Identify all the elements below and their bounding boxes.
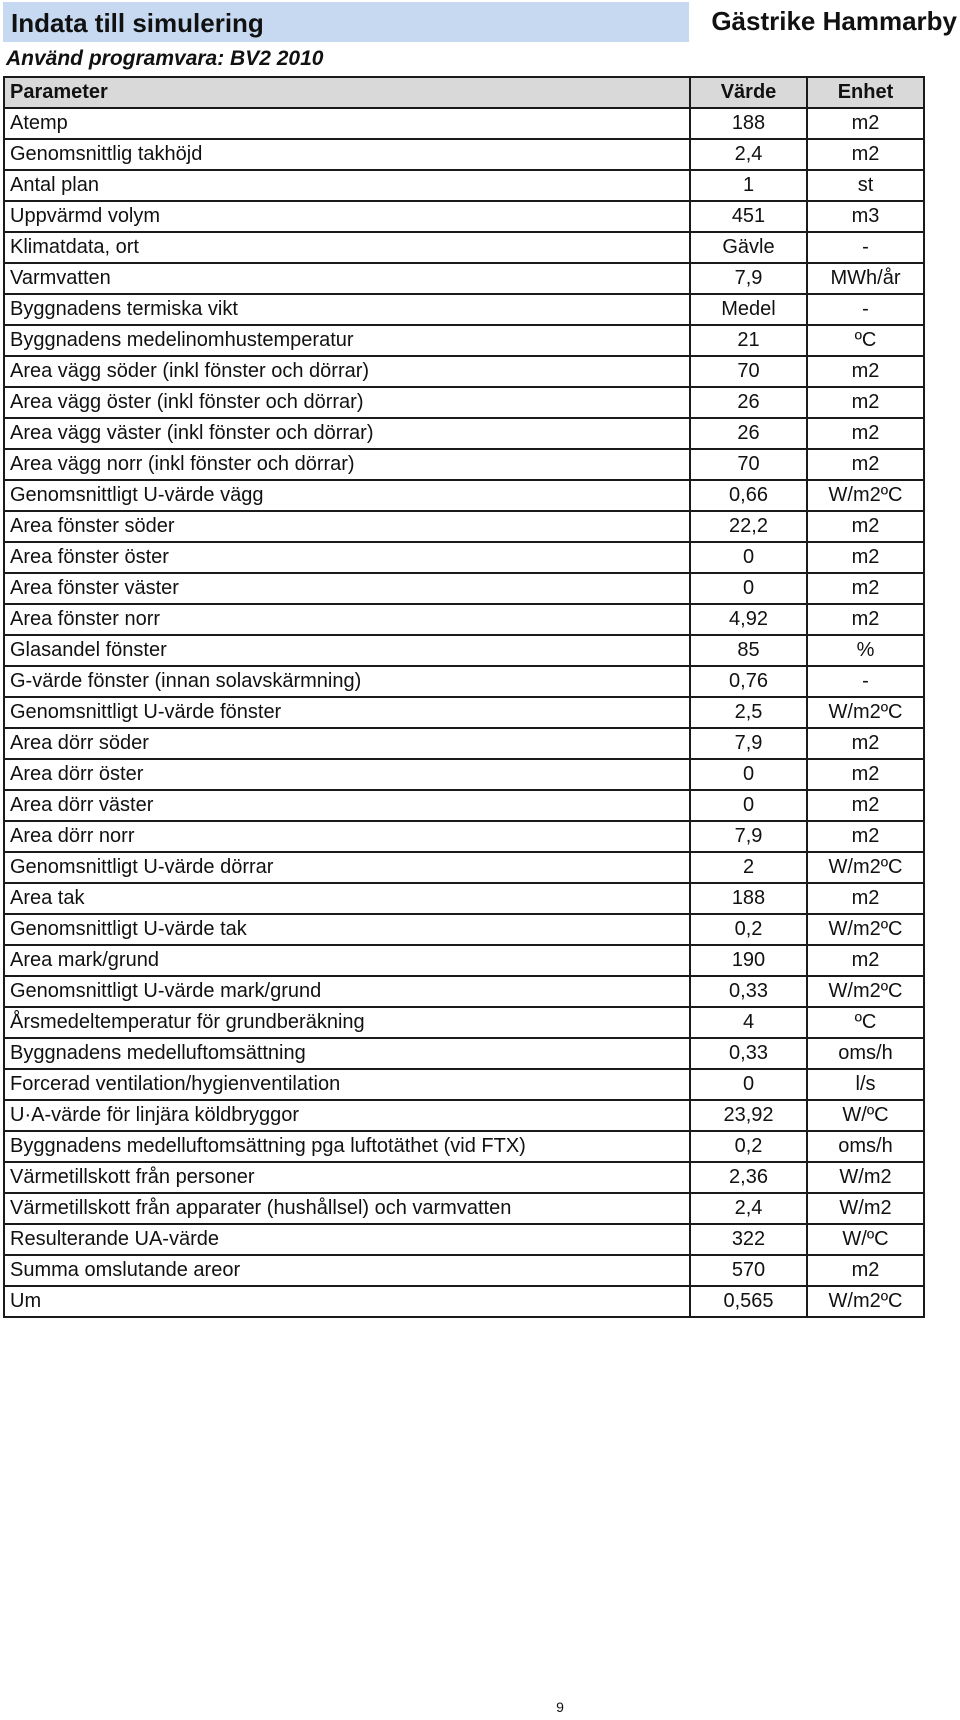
parameter-cell: Glasandel fönster [4, 635, 690, 666]
table-row [4, 511, 924, 542]
parameter-cell: Byggnadens medelluftomsättning pga luftotäthet (vid FTX) [4, 1131, 690, 1162]
unit-cell: W/m2ºC [807, 480, 924, 511]
value-cell: 322 [690, 1224, 807, 1255]
table-row [4, 1007, 924, 1038]
parameter-cell: Area vägg norr (inkl fönster och dörrar) [4, 449, 690, 480]
table-row [4, 170, 924, 201]
table-row [4, 1224, 924, 1255]
unit-cell: m2 [807, 604, 924, 635]
value-cell: 0,76 [690, 666, 807, 697]
table-row [4, 697, 924, 728]
table-row [4, 1038, 924, 1069]
unit-cell: W/m2 [807, 1193, 924, 1224]
unit-cell: m2 [807, 356, 924, 387]
table-row [4, 1069, 924, 1100]
unit-cell: m2 [807, 728, 924, 759]
table-row [4, 1162, 924, 1193]
value-cell: 188 [690, 883, 807, 914]
value-cell: 2 [690, 852, 807, 883]
value-cell: 0,33 [690, 1038, 807, 1069]
table-row [4, 914, 924, 945]
unit-cell: m2 [807, 790, 924, 821]
table-row [4, 480, 924, 511]
table-row [4, 263, 924, 294]
parameter-cell: Byggnadens termiska vikt [4, 294, 690, 325]
unit-cell: m2 [807, 883, 924, 914]
value-cell: 2,36 [690, 1162, 807, 1193]
parameter-cell: Area fönster öster [4, 542, 690, 573]
parameter-cell: Area dörr söder [4, 728, 690, 759]
table-row [4, 325, 924, 356]
parameter-cell: Genomsnittligt U-värde dörrar [4, 852, 690, 883]
parameter-cell: Area vägg väster (inkl fönster och dörrar) [4, 418, 690, 449]
table-row [4, 139, 924, 170]
table-row [4, 1193, 924, 1224]
unit-cell: m2 [807, 139, 924, 170]
unit-cell: ºC [807, 1007, 924, 1038]
unit-cell: m2 [807, 945, 924, 976]
unit-cell: % [807, 635, 924, 666]
table-row [4, 821, 924, 852]
unit-cell: W/ºC [807, 1224, 924, 1255]
parameter-table [3, 76, 925, 1318]
parameter-cell: Summa omslutande areor [4, 1255, 690, 1286]
value-cell: 0 [690, 542, 807, 573]
table-row [4, 1255, 924, 1286]
parameter-cell: Resulterande UA-värde [4, 1224, 690, 1255]
page-number: 9 [556, 1699, 564, 1715]
table-row [4, 418, 924, 449]
unit-cell: - [807, 232, 924, 263]
value-cell: 0,2 [690, 1131, 807, 1162]
parameter-cell: Um [4, 1286, 690, 1317]
parameter-cell: Varmvatten [4, 263, 690, 294]
value-cell: 7,9 [690, 821, 807, 852]
value-cell: 188 [690, 108, 807, 139]
column-header-unit: Enhet [807, 77, 924, 108]
parameter-cell: Area fönster söder [4, 511, 690, 542]
table-row [4, 1131, 924, 1162]
table-row [4, 542, 924, 573]
table-row [4, 201, 924, 232]
table-row [4, 635, 924, 666]
table-row [4, 356, 924, 387]
value-cell: 7,9 [690, 728, 807, 759]
value-cell: 26 [690, 418, 807, 449]
value-cell: 4,92 [690, 604, 807, 635]
parameter-cell: Byggnadens medelluftomsättning [4, 1038, 690, 1069]
parameter-cell: Genomsnittligt U-värde vägg [4, 480, 690, 511]
unit-cell: W/ºC [807, 1100, 924, 1131]
table-body [4, 108, 924, 1317]
parameter-cell: Area tak [4, 883, 690, 914]
unit-cell: MWh/år [807, 263, 924, 294]
table-row [4, 108, 924, 139]
value-cell: 4 [690, 1007, 807, 1038]
value-cell: 26 [690, 387, 807, 418]
value-cell: 7,9 [690, 263, 807, 294]
unit-cell: W/m2ºC [807, 697, 924, 728]
value-cell: Gävle [690, 232, 807, 263]
value-cell: 0,66 [690, 480, 807, 511]
value-cell: 0,33 [690, 976, 807, 1007]
parameter-cell: Antal plan [4, 170, 690, 201]
parameter-cell: Årsmedeltemperatur för grundberäkning [4, 1007, 690, 1038]
unit-cell: - [807, 294, 924, 325]
unit-cell: l/s [807, 1069, 924, 1100]
unit-cell: oms/h [807, 1038, 924, 1069]
value-cell: 2,4 [690, 1193, 807, 1224]
value-cell: Medel [690, 294, 807, 325]
table-row [4, 728, 924, 759]
table-row [4, 945, 924, 976]
table-row [4, 294, 924, 325]
table-row [4, 790, 924, 821]
table-row [4, 387, 924, 418]
table-row [4, 604, 924, 635]
unit-cell: st [807, 170, 924, 201]
table-header-row [4, 77, 924, 108]
unit-cell: m2 [807, 821, 924, 852]
value-cell: 70 [690, 356, 807, 387]
unit-cell: W/m2ºC [807, 914, 924, 945]
unit-cell: - [807, 666, 924, 697]
unit-cell: m3 [807, 201, 924, 232]
unit-cell: W/m2ºC [807, 852, 924, 883]
table-row [4, 449, 924, 480]
unit-cell: ºC [807, 325, 924, 356]
unit-cell: m2 [807, 511, 924, 542]
unit-cell: m2 [807, 418, 924, 449]
table-row [4, 666, 924, 697]
unit-cell: m2 [807, 108, 924, 139]
value-cell: 2,4 [690, 139, 807, 170]
title-band [3, 2, 689, 42]
table-row [4, 1100, 924, 1131]
unit-cell: m2 [807, 449, 924, 480]
parameter-cell: Area fönster norr [4, 604, 690, 635]
value-cell: 0,565 [690, 1286, 807, 1317]
table-row [4, 759, 924, 790]
table-row [4, 573, 924, 604]
table-row [4, 883, 924, 914]
unit-cell: m2 [807, 1255, 924, 1286]
page-title: Indata till simulering [11, 8, 264, 38]
parameter-cell: Area dörr öster [4, 759, 690, 790]
table-row [4, 232, 924, 263]
unit-cell: W/m2 [807, 1162, 924, 1193]
value-cell: 0 [690, 759, 807, 790]
parameter-cell: Atemp [4, 108, 690, 139]
parameter-cell: Genomsnittligt U-värde tak [4, 914, 690, 945]
parameter-cell: Värmetillskott från apparater (hushållsel) och varmvatten [4, 1193, 690, 1224]
value-cell: 70 [690, 449, 807, 480]
parameter-cell: Area vägg söder (inkl fönster och dörrar) [4, 356, 690, 387]
table-row [4, 976, 924, 1007]
value-cell: 190 [690, 945, 807, 976]
value-cell: 2,5 [690, 697, 807, 728]
table-row [4, 1286, 924, 1317]
table-row [4, 852, 924, 883]
unit-cell: m2 [807, 759, 924, 790]
parameter-cell: U·A-värde för linjära köldbryggor [4, 1100, 690, 1131]
unit-cell: W/m2ºC [807, 976, 924, 1007]
parameter-cell: Uppvärmd volym [4, 201, 690, 232]
value-cell: 22,2 [690, 511, 807, 542]
value-cell: 570 [690, 1255, 807, 1286]
parameter-cell: Area dörr norr [4, 821, 690, 852]
column-header-parameter: Parameter [4, 77, 690, 108]
parameter-cell: Area vägg öster (inkl fönster och dörrar) [4, 387, 690, 418]
value-cell: 0 [690, 790, 807, 821]
unit-cell: m2 [807, 573, 924, 604]
parameter-cell: Genomsnittligt U-värde mark/grund [4, 976, 690, 1007]
parameter-cell: Forcerad ventilation/hygienventilation [4, 1069, 690, 1100]
unit-cell: m2 [807, 542, 924, 573]
parameter-cell: Klimatdata, ort [4, 232, 690, 263]
unit-cell: m2 [807, 387, 924, 418]
unit-cell: W/m2ºC [807, 1286, 924, 1317]
parameter-cell: Genomsnittligt U-värde fönster [4, 697, 690, 728]
value-cell: 85 [690, 635, 807, 666]
parameter-cell: Area fönster väster [4, 573, 690, 604]
parameter-cell: Värmetillskott från personer [4, 1162, 690, 1193]
unit-cell: oms/h [807, 1131, 924, 1162]
value-cell: 0,2 [690, 914, 807, 945]
value-cell: 23,92 [690, 1100, 807, 1131]
parameter-cell: Genomsnittlig takhöjd [4, 139, 690, 170]
value-cell: 1 [690, 170, 807, 201]
value-cell: 451 [690, 201, 807, 232]
parameter-cell: G-värde fönster (innan solavskärmning) [4, 666, 690, 697]
column-header-value: Värde [690, 77, 807, 108]
location-heading: Gästrike Hammarby [711, 6, 957, 36]
value-cell: 21 [690, 325, 807, 356]
parameter-cell: Area dörr väster [4, 790, 690, 821]
value-cell: 0 [690, 1069, 807, 1100]
parameter-cell: Byggnadens medelinomhustemperatur [4, 325, 690, 356]
parameter-cell: Area mark/grund [4, 945, 690, 976]
value-cell: 0 [690, 573, 807, 604]
software-note: Använd programvara: BV2 2010 [6, 47, 324, 70]
